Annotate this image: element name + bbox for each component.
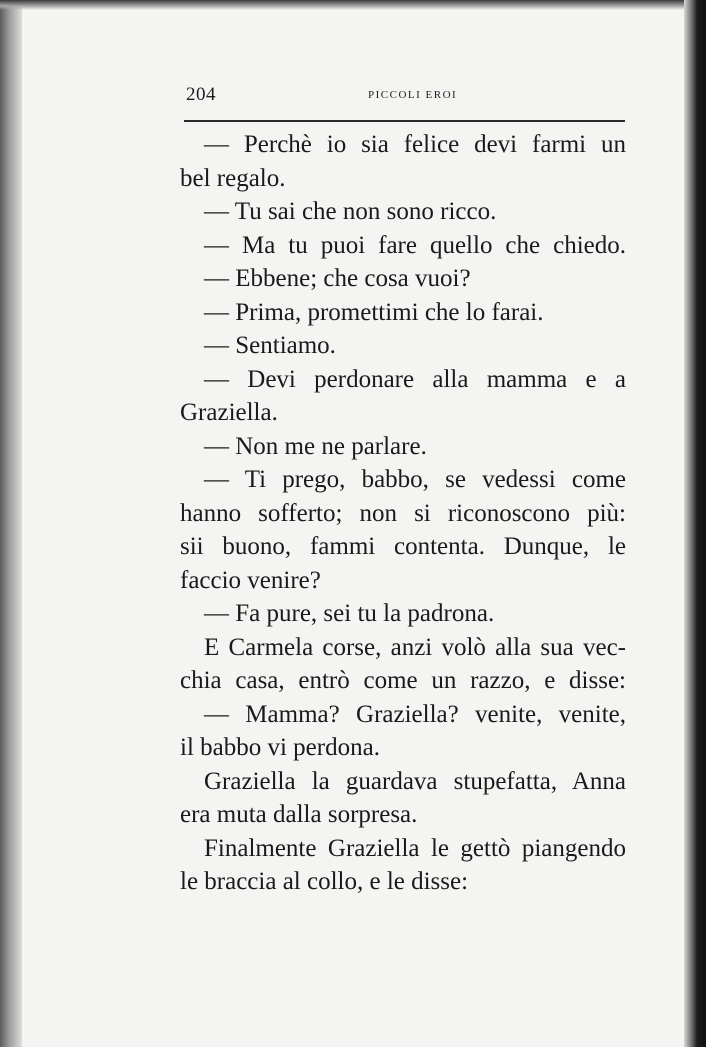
running-title: PICCOLI EROI: [368, 89, 458, 101]
text-line: — Fa pure, sei tu la padrona.: [204, 600, 495, 627]
text-line: — Perchè io sia felice devi farmi un: [204, 131, 626, 158]
book-spine-shadow: [0, 0, 22, 1047]
text-line: bel regalo.: [180, 164, 286, 192]
text-line: E Carmela corse, anzi volò alla sua vec-: [204, 633, 626, 661]
text-line: — Non me ne parlare.: [204, 432, 427, 460]
text-line: — Ti prego, babbo, se vedessi come: [204, 466, 626, 493]
text-line: — Tu sai che non sono ricco.: [204, 198, 497, 225]
text-line: — Devi perdonare alla mamma e a: [204, 365, 626, 393]
header-rule: [184, 120, 625, 122]
text-line: — Ebbene; che cosa vuoi?: [204, 265, 471, 292]
text-line: Graziella.: [180, 399, 278, 426]
text-body: [180, 128, 626, 899]
page-number: 204: [186, 84, 216, 105]
text-line: hanno sofferto; non si riconoscono più:: [180, 499, 626, 527]
text-line: era muta dalla sorpresa.: [180, 801, 418, 828]
text-line: — Mamma? Graziella? venite, venite,: [204, 700, 626, 728]
text-line: Graziella la guardava stupefatta, Anna: [204, 767, 626, 795]
top-edge-shadow: [0, 0, 706, 10]
text-line: faccio venire?: [180, 566, 321, 594]
text-line: chia casa, entrò come un razzo, e disse:: [180, 667, 626, 694]
page-edge-shadow: [684, 0, 706, 1047]
text-line: — Ma tu puoi fare quello che chiedo.: [204, 231, 626, 259]
text-line: il babbo vi perdona.: [180, 734, 380, 761]
text-line: — Sentiamo.: [204, 332, 336, 359]
text-line: — Prima, promettimi che lo farai.: [204, 298, 544, 326]
page-header: [186, 84, 626, 110]
text-line: sii buono, fammi contenta. Dunque, le: [180, 533, 626, 560]
text-line: Finalmente Graziella le gettò piangendo: [204, 834, 626, 862]
text-line: le braccia al collo, e le disse:: [180, 868, 469, 895]
